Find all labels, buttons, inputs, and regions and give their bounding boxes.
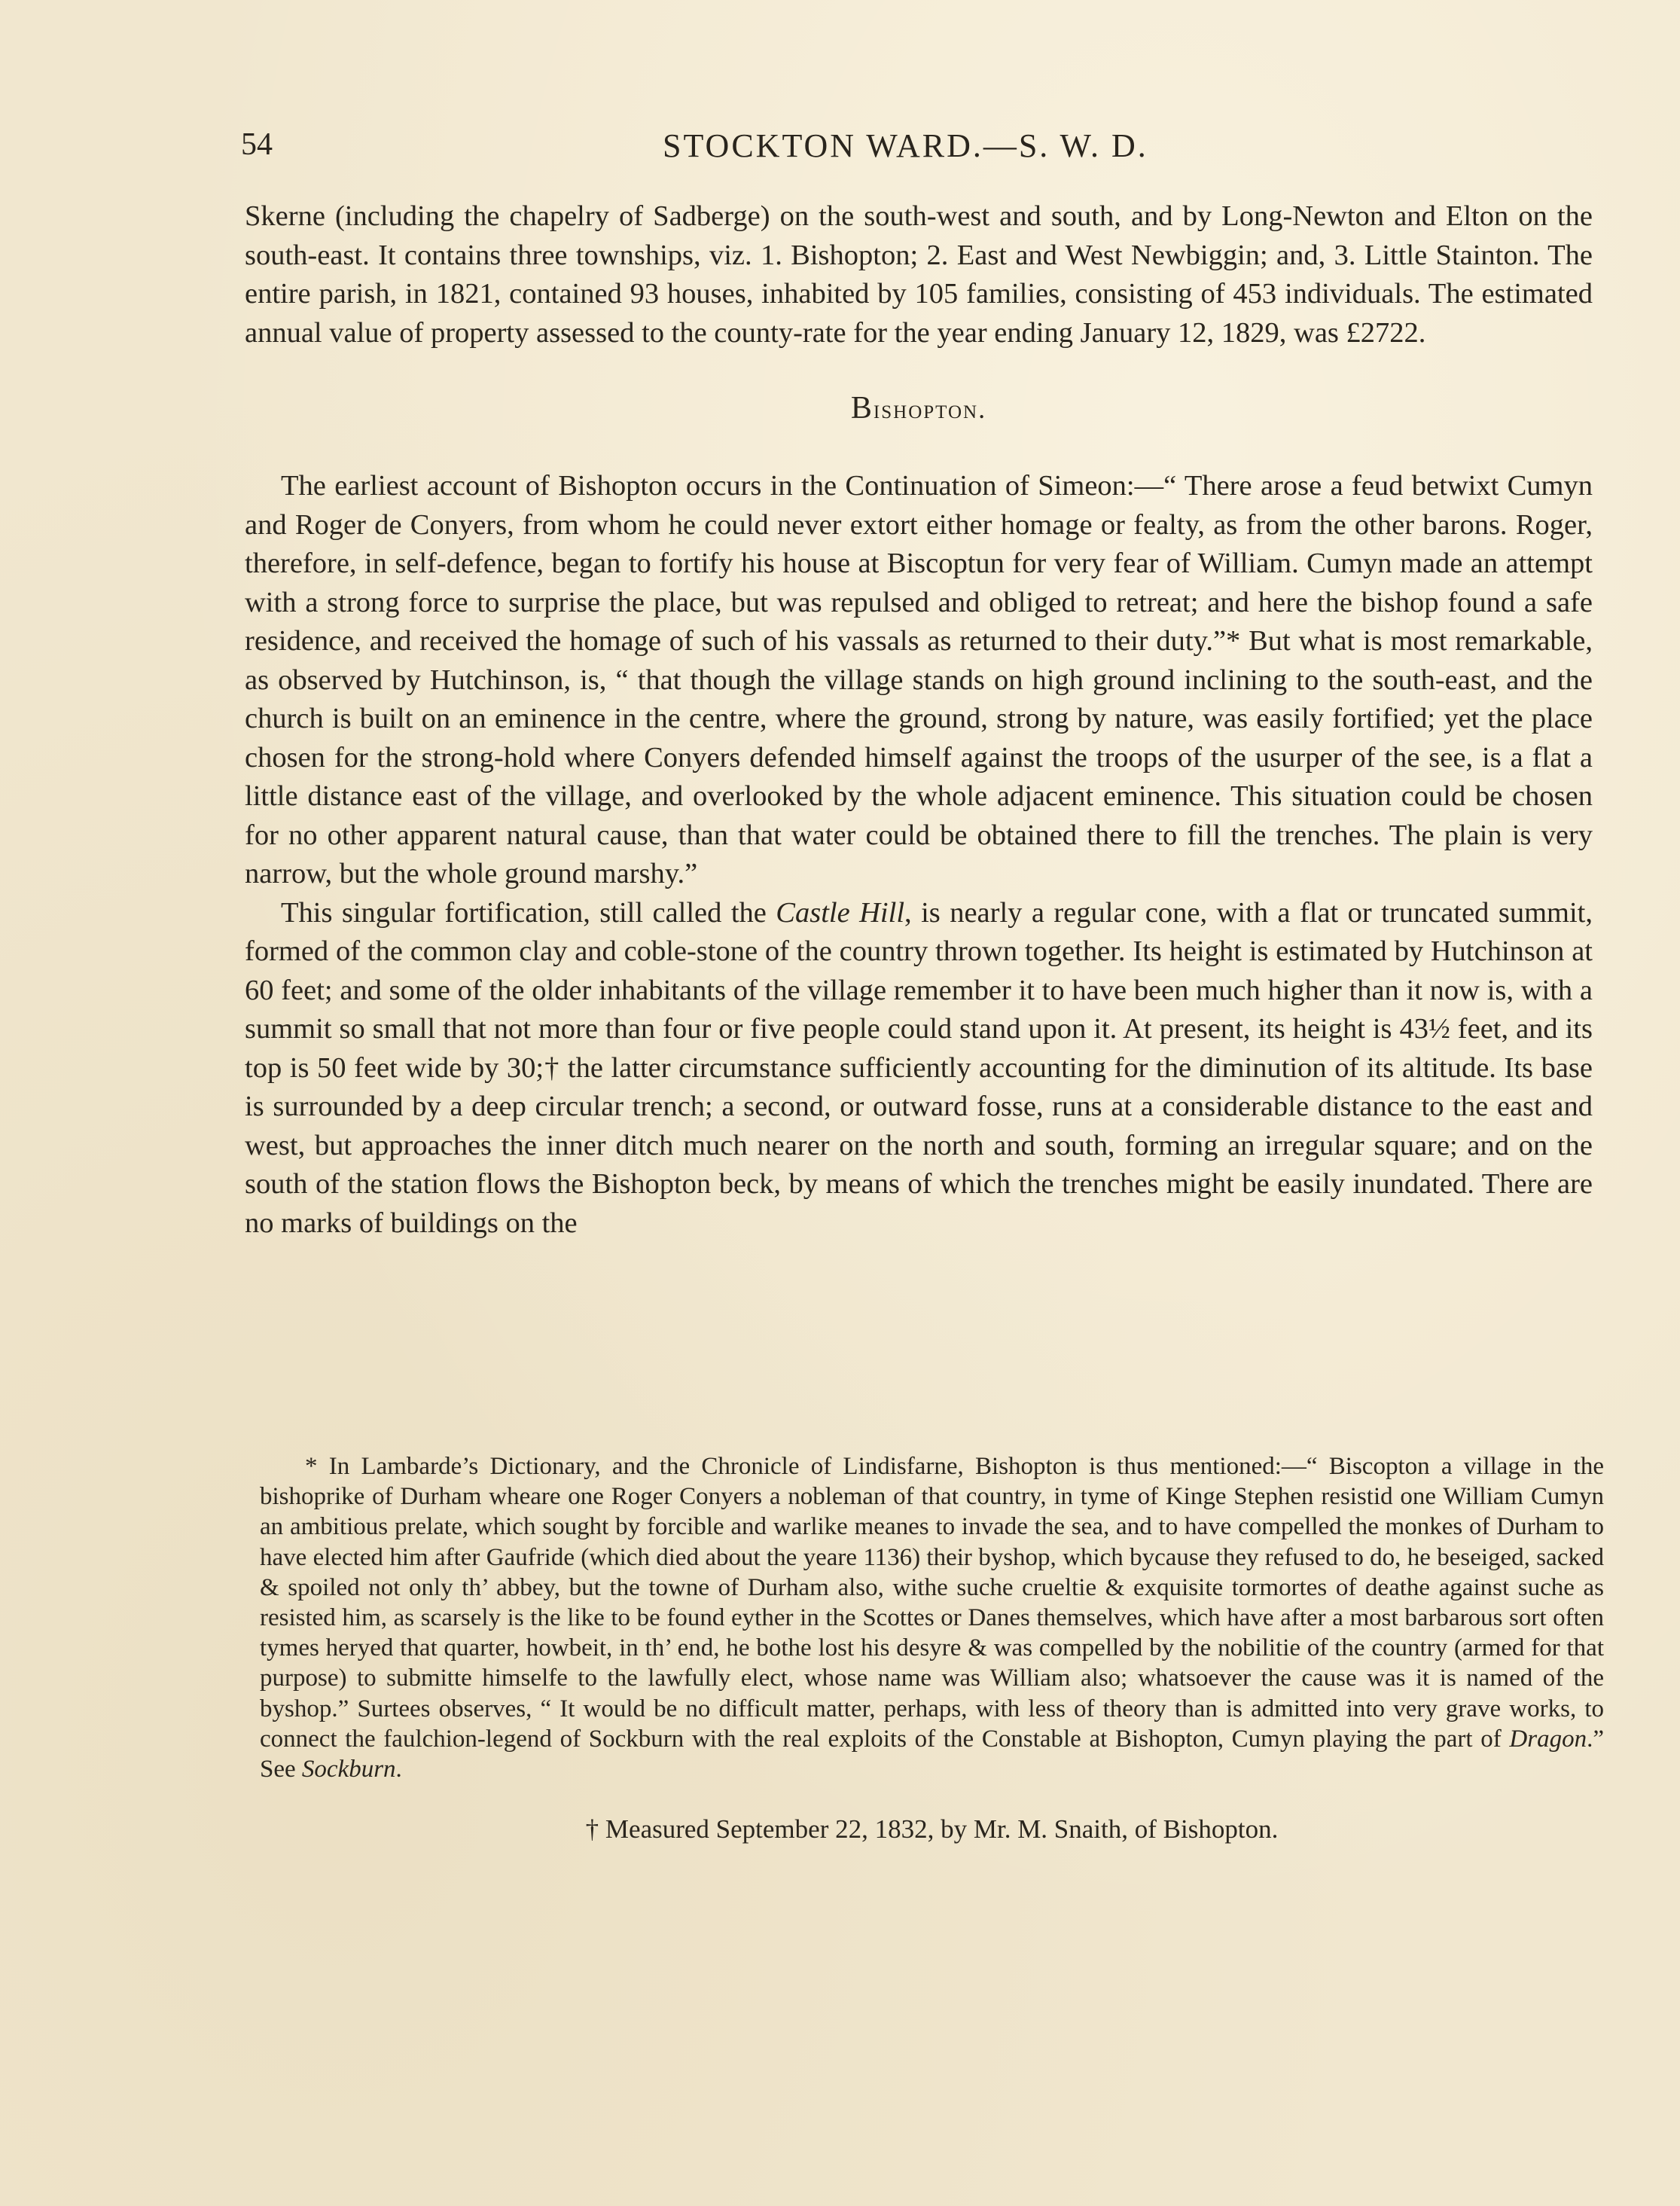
footnote-1-dragon: Dragon	[1509, 1725, 1587, 1753]
footnote-1-mid: .” See	[260, 1725, 1604, 1783]
paragraph-2	[245, 894, 1593, 1243]
intro-paragraph: Skerne (including the chapelry of Sadberge) on the south-west and south, and by Long-Newton and Elton on the south-east. It contains three townships, viz. 1. Bishopton; 2. East and West Newbiggin; and, 3. Little Stainton. The entire parish, in 1821, contained 93 houses, inhabited by 105 families, consisting of 453 individuals. The estimated annual value of property assessed to the county-rate for the year ending January 12, 1829, was £2722.	[245, 200, 1593, 349]
footnotes	[260, 1451, 1604, 1844]
running-head: STOCKTON WARD.—S. W. D.	[663, 127, 1148, 164]
footnote-2: † Measured September 22, 1832, by Mr. M. Snaith, of Bishopton.	[585, 1814, 1279, 1844]
main-text	[245, 197, 1593, 1243]
footnote-1-sockburn: Sockburn	[301, 1756, 396, 1783]
castle-hill-name: Castle Hill	[776, 896, 905, 929]
section-heading: Bishopton.	[850, 391, 987, 426]
footnote-1-text: * In Lambarde’s Dictionary, and the Chronicle of Lindisfarne, Bishopton is thus mentioned:—“ Biscopton a village in the bishoprike of Durham wheare one Roger Conyers a nobleman of that country, in tyme of Kinge Stephen resistid one William Cumyn an ambitious prelate, which sought by forcible and warlike meanes to invade the sea, and to have compelled the monkes of Durham to have elected him after Gaufride (which died about the yeare 1136) their byshop, which bycause they refused to do, he beseiged, sacked & spoiled not only th’ abbey, but the towne of Durham also, withe suche crueltie & exquisite tormortes of deathe against suche as resisted him, as scarsely is the like to be found eyther in the Scottes or Danes themselves, which have after a most barbarous sort often tymes heryed that quarter, howbeit, in th’ end, he bothe lost his desyre & was compelled by the nobilitie of the country (armed for that purpose) to submitte himselfe to the lawfully elect, whose name was William also; whatsoever the cause was it is named of the byshop.” Surtees observes, “ It would be no difficult matter, perhaps, with less of theory than is admitted into very grave works, to connect the faulchion-legend of Sockburn with the real exploits of the Constable at Bishopton, Cumyn playing the part of	[260, 1453, 1604, 1753]
footnote-1-end: .	[395, 1756, 402, 1783]
page-header	[241, 127, 1596, 172]
paragraph-2-after: , is nearly a regular cone, with a flat or truncated summit, formed of the common clay and coble-stone of the country thrown together. Its height is estimated by Hutchinson at 60 feet; and some of the older inhabitants of the village remember it to have been much higher than it now is, with a summit so small that not more than four or five people could stand upon it. At present, its height is 43½ feet, and its top is 50 feet wide by 30;† the latter circumstance sufficiently accounting for the diminution of its altitude. Its base is surrounded by a deep circular trench; a second, or outward fosse, runs at a considerable distance to the east and west, but approaches the inner ditch much nearer on the north and south, forming an irregular square; and on the south of the station flows the Bishopton beck, by means of which the trenches might be easily inundated. There are no marks of buildings on the	[245, 896, 1593, 1239]
footnote-1	[260, 1451, 1604, 1784]
paragraph-1: The earliest account of Bishopton occurs in the Continuation of Simeon:—“ There arose a feud betwixt Cumyn and Roger de Conyers, from whom he could never extort either homage or fealty, as from the other barons. Roger, therefore, in self-defence, began to fortify his house at Biscoptun for very fear of William. Cumyn made an attempt with a strong force to surprise the place, but was repulsed and obliged to retreat; and here the bishop found a safe residence, and received the homage of such of his vassals as returned to their duty.”* But what is most remarkable, as observed by Hutchinson, is, “ that though the village stands on high ground inclining to the south-east, and the church is built on an eminence in the centre, where the ground, strong by nature, was easily fortified; yet the place chosen for the strong-hold where Conyers defended himself against the troops of the usurper of the see, is a flat a little distance east of the village, and overlooked by the whole adjacent eminence. This situation could be chosen for no other apparent natural cause, than that water could be obtained there to fill the trenches. The plain is very narrow, but the whole ground marshy.”	[245, 470, 1593, 889]
paragraph-2-before: This singular fortification, still called the	[281, 896, 776, 929]
page-number: 54	[241, 127, 273, 162]
